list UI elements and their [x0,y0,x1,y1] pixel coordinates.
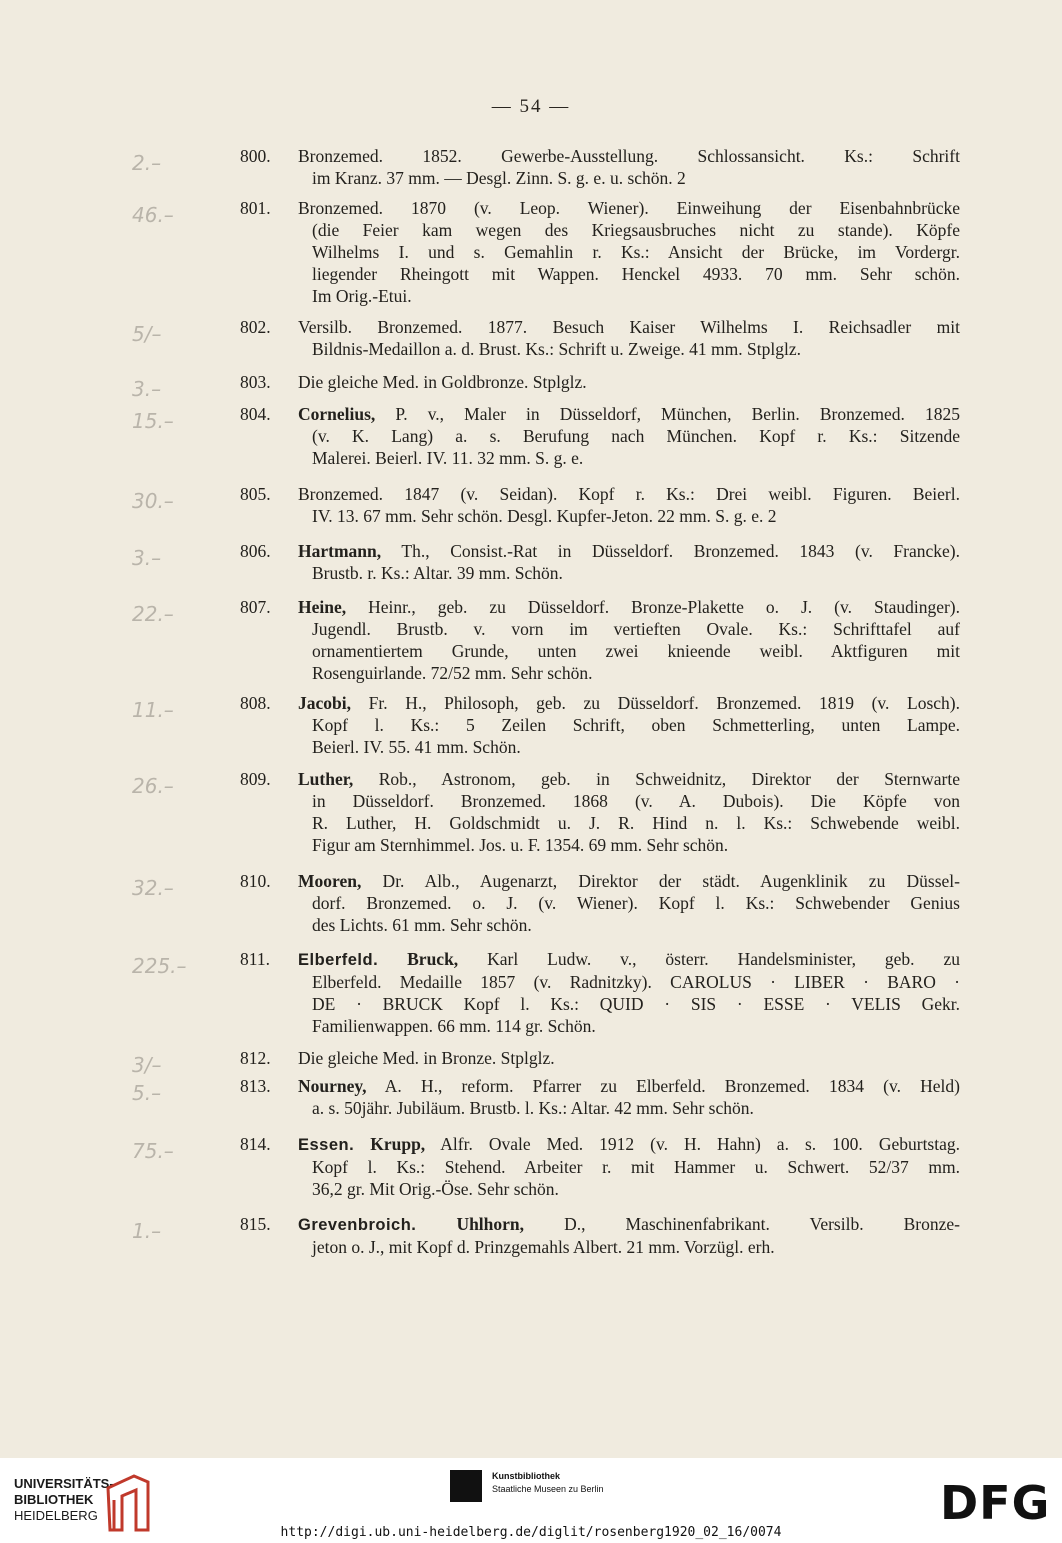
entry-number: 811. [240,949,270,969]
entry-line [298,596,960,618]
entry-number: 805. [240,484,271,504]
entry-line-text: Versilb. Bronzemed. 1877. Besuch Kaiser Wilhelms I. Reichsadler mit [298,317,960,337]
kb-name: Kunstbibliothek [492,1471,560,1481]
entry-text [298,1075,960,1119]
entry-line-text: a. s. 50jähr. Jubiläum. Brustb. l. Ks.: Altar. 42 mm. Sehr schön. [312,1098,754,1118]
handwritten-price-mark: 3.– [132,377,162,401]
handwritten-price-mark: 32.– [132,876,174,900]
entry-line [298,447,960,469]
entry-number: 806. [240,541,271,561]
entry-place: Elberfeld. [298,951,379,969]
entry-text [298,596,960,684]
entry-line [298,834,960,856]
entry-line-text: Heinr., geb. zu Düsseldorf. Bronze-Plakette o. J. (v. Staudinger). [346,597,960,617]
entry-line [298,1178,960,1200]
entry-line-text: dorf. Bronzemed. o. J. (v. Wiener). Kopf l. Ks.: Schwebender Genius [312,893,960,913]
catalog-entry [240,870,960,936]
entry-line-text: DE · BRUCK Kopf l. Ks.: QUID · SIS · ESSE · VELIS Gekr. [312,994,960,1014]
entry-line [298,562,960,584]
catalog-entry [240,540,960,584]
entry-line [298,403,960,425]
entry-text [298,1133,960,1200]
entry-text [298,540,960,584]
ub-name-line3: HEIDELBERG [14,1508,98,1523]
catalog-entry [240,596,960,684]
entry-line [298,892,960,914]
entry-line [298,1236,960,1258]
entry-line [298,505,960,527]
entry-line-text: Malerei. Beierl. IV. 11. 32 mm. S. g. e. [312,448,584,468]
entry-line-text: ornamentiertem Grunde, unten zwei knieende weibl. Aktfiguren mit [312,641,960,661]
entry-line-text: Im Orig.-Etui. [312,286,412,306]
entry-line [298,167,960,189]
entry-line-text: Fr. H., Philosoph, geb. zu Düsseldorf. Bronzemed. 1819 (v. Losch). [351,693,960,713]
entry-text [298,692,960,758]
ub-name-line1: UNIVERSITÄTS- [14,1476,114,1491]
entry-line-text: Kopf l. Ks.: Stehend. Arbeiter r. mit Hammer u. Schwert. 52/37 mm. [312,1157,960,1177]
entry-line-text: Th., Consist.-Rat in Düsseldorf. Bronzemed. 1843 (v. Francke). [381,541,960,561]
entry-text [298,1047,960,1069]
entry-line-text: Bronzemed. 1852. Gewerbe-Ausstellung. Schlossansicht. Ks.: Schrift [298,146,960,166]
entry-line-text: Jugendl. Brustb. v. vorn im vertieften Ovale. Ks.: Schrifttafel auf [312,619,960,639]
entry-line-text: Beierl. IV. 55. 41 mm. Schön. [312,737,521,757]
entry-line [298,540,960,562]
entry-line-text: Dr. Alb., Augenarzt, Direktor der städt. Augenklinik zu Düssel- [361,871,960,891]
catalog-entry [240,1213,960,1258]
entry-number: 812. [240,1048,271,1068]
entry-line [298,914,960,936]
handwritten-price-mark: 26.– [132,774,174,798]
catalog-entry [240,145,960,189]
entry-line-text: Familienwappen. 66 mm. 114 gr. Schön. [312,1016,596,1036]
kb-subtitle: Staatliche Museen zu Berlin [492,1484,604,1494]
entry-line [298,870,960,892]
dfg-logo: DFG [940,1476,1051,1530]
handwritten-price-mark: 30.– [132,489,174,513]
entry-line-text: 36,2 gr. Mit Orig.-Öse. Sehr schön. [312,1179,559,1199]
entry-text [298,870,960,936]
entry-text [298,768,960,856]
entry-number: 810. [240,871,271,891]
handwritten-price-mark: 15.– [132,409,174,433]
entry-line-text: R. Luther, H. Goldschmidt u. J. R. Hind n. l. Ks.: Schwebende weibl. [312,813,960,833]
entry-line [298,219,960,241]
entry-line-text: IV. 13. 67 mm. Sehr schön. Desgl. Kupfer-Jeton. 22 mm. S. g. e. 2 [312,506,777,526]
handwritten-price-mark: 3/– [132,1053,162,1077]
entry-line [298,483,960,505]
entry-line-text: des Lichts. 61 mm. Sehr schön. [312,915,532,935]
entry-line-text: D., Maschinenfabrikant. Versilb. Bronze- [524,1214,960,1234]
entry-number: 814. [240,1134,271,1154]
entry-number: 804. [240,404,271,424]
entry-line-text: in Düsseldorf. Bronzemed. 1868 (v. A. Dubois). Die Köpfe von [312,791,960,811]
entry-line-text: jeton o. J., mit Kopf d. Prinzgemahls Albert. 21 mm. Vorzügl. erh. [312,1237,775,1257]
handwritten-price-mark: 3.– [132,546,162,570]
entry-line [298,263,960,285]
entry-line [298,768,960,790]
entry-line [298,790,960,812]
entry-line [298,1133,960,1156]
entry-line [298,812,960,834]
entry-line [298,640,960,662]
entry-number: 813. [240,1076,271,1096]
entry-line-text: (die Feier kam wegen des Kriegsausbruches nicht zu stande). Köpfe [312,220,960,240]
entry-line [298,662,960,684]
entry-line-text: Rosenguirlande. 72/52 mm. Sehr schön. [312,663,593,683]
ub-name-line2: BIBLIOTHEK [14,1492,94,1507]
catalog-entry [240,1075,960,1119]
catalog-entry [240,948,960,1037]
entry-text [298,197,960,307]
entry-name: Uhlhorn, [456,1214,525,1234]
entry-place: Essen. [298,1136,355,1154]
entry-line-text: Bronzemed. 1847 (v. Seidan). Kopf r. Ks.: Drei weibl. Figuren. Beierl. [298,484,960,504]
entry-line [298,1047,960,1069]
entry-line [298,371,960,393]
entry-line-text: Kopf l. Ks.: 5 Zeilen Schrift, oben Schmetterling, unten Lampe. [312,715,960,735]
entry-line-text: Bronzemed. 1870 (v. Leop. Wiener). Einweihung der Eisenbahnbrücke [298,198,960,218]
entry-number: 807. [240,597,271,617]
handwritten-price-mark: 46.– [132,203,174,227]
entry-name: Krupp, [370,1134,426,1154]
entry-name: Jacobi, [298,693,351,713]
entry-line [298,145,960,167]
entry-line [298,1213,960,1236]
entry-line-text: (v. K. Lang) a. s. Berufung nach München. Kopf r. Ks.: Sitzende [312,426,960,446]
entry-line [298,736,960,758]
entry-line-text: Elberfeld. Medaille 1857 (v. Radnitzky). CAROLUS · LIBER · BARO · [312,972,960,992]
catalog-entry [240,197,960,307]
entry-line [298,714,960,736]
entry-number: 803. [240,372,271,392]
entry-number: 801. [240,198,271,218]
catalog-entry [240,403,960,469]
entry-line-text: Wilhelms I. und s. Gemahlin r. Ks.: Ansicht der Brücke, im Vordergr. [312,242,960,262]
entry-text [298,403,960,469]
entry-line [298,1075,960,1097]
entry-number: 808. [240,693,271,713]
entry-text [298,948,960,1037]
handwritten-price-mark: 5.– [132,1081,162,1105]
viewer-footer [0,1458,1062,1543]
handwritten-price-mark: 1.– [132,1219,162,1243]
entry-line [298,1156,960,1178]
kunstbibliothek-text [492,1470,604,1496]
entry-place: Grevenbroich. [298,1216,417,1234]
entry-line-text: Brustb. r. Ks.: Altar. 39 mm. Schön. [312,563,563,583]
entry-line [298,285,960,307]
handwritten-price-mark: 2.– [132,151,162,175]
catalog-entry [240,316,960,360]
entry-line-text: Die gleiche Med. in Goldbronze. Stplglz. [298,372,587,392]
handwritten-price-mark: 11.– [132,698,174,722]
entry-line-text: Die gleiche Med. in Bronze. Stplglz. [298,1048,555,1068]
entry-line-text: im Kranz. 37 mm. — Desgl. Zinn. S. g. e. u. schön. 2 [312,168,686,188]
entry-line [298,316,960,338]
entry-line [298,1015,960,1037]
catalog-entry [240,1047,960,1069]
entry-line [298,993,960,1015]
entry-number: 802. [240,317,271,337]
handwritten-price-mark: 5/– [132,322,162,346]
entry-name: Hartmann, [298,541,382,561]
entry-line-text: Figur am Sternhimmel. Jos. u. F. 1354. 69 mm. Sehr schön. [312,835,729,855]
page-number: — 54 — [491,96,571,117]
ub-heidelberg-logo-text [14,1476,114,1524]
entry-name: Mooren, [298,871,362,891]
entry-line [298,692,960,714]
entry-text [298,483,960,527]
permalink-url[interactable]: http://digi.ub.uni-heidelberg.de/diglit/rosenberg1920_02_16/0074 [280,1525,782,1540]
catalog-entry [240,768,960,856]
entry-line [298,971,960,993]
handwritten-price-mark: 22.– [132,602,174,626]
catalog-entry [240,483,960,527]
entry-line-text: A. H., reform. Pfarrer zu Elberfeld. Bronzemed. 1834 (v. Held) [366,1076,960,1096]
entry-line-text: Karl Ludw. v., österr. Handelsminister, geb. zu [458,949,961,969]
catalog-entry [240,1133,960,1200]
entry-name: Bruck, [407,949,459,969]
entry-text [298,145,960,189]
entry-name: Luther, [298,769,354,789]
entry-number: 809. [240,769,271,789]
entry-text [298,371,960,393]
entry-number: 815. [240,1214,271,1234]
entry-line-text: P. v., Maler in Düsseldorf, München, Berlin. Bronzemed. 1825 [375,404,960,424]
handwritten-price-mark: 75.– [132,1139,174,1163]
handwritten-price-mark: 225.– [132,954,187,978]
entry-text [298,1213,960,1258]
kunstbibliothek-logo-icon [450,1470,482,1502]
catalog-entry [240,371,960,393]
entry-line-text: Rob., Astronom, geb. in Schweidnitz, Direktor der Sternwarte [353,769,960,789]
entry-text [298,316,960,360]
entry-line [298,425,960,447]
entry-line [298,618,960,640]
entry-line [298,241,960,263]
entry-name: Heine, [298,597,347,617]
entry-line [298,338,960,360]
entry-name: Cornelius, [298,404,376,424]
entry-line-text: Alfr. Ovale Med. 1912 (v. H. Hahn) a. s. 100. Geburtstag. [425,1134,960,1154]
entry-line [298,197,960,219]
entry-line-text: liegender Rheingott mit Wappen. Henckel 4933. 70 mm. Sehr schön. [312,264,960,284]
entry-line-text: Bildnis-Medaillon a. d. Brust. Ks.: Schrift u. Zweige. 41 mm. Stplglz. [312,339,801,359]
entry-name: Nourney, [298,1076,367,1096]
catalog-entry [240,692,960,758]
entry-line [298,1097,960,1119]
entry-number: 800. [240,146,271,166]
ub-heidelberg-logo-icon [104,1474,152,1532]
entry-line [298,948,960,971]
